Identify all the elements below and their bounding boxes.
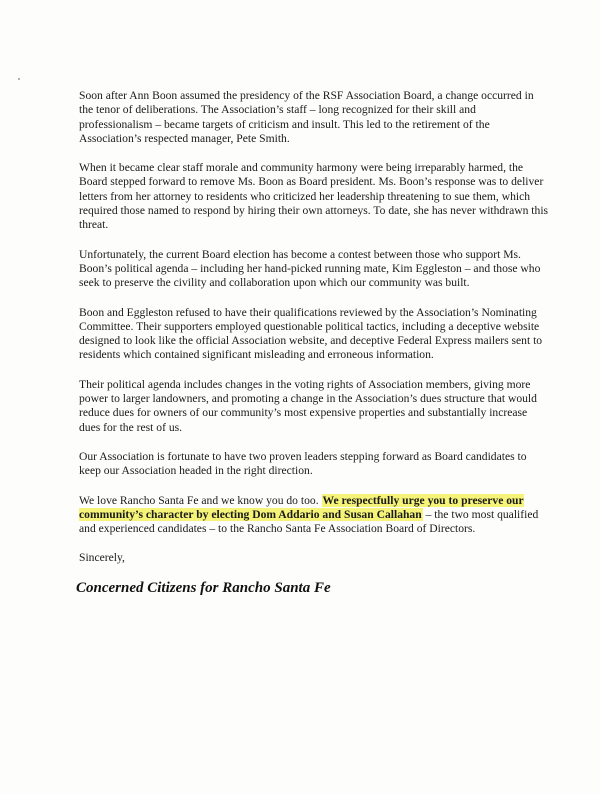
paragraph-3: Unfortunately, the current Board election has become a contest between those who support Ms. Boon’s political agenda – including her hand-picked running mate, Kim Eggleston – and those who seek to preserve the civility and collaboration upon which our community was built.	[79, 247, 541, 290]
paragraph-5: Their political agenda includes changes in the voting rights of Association members, giving more power to larger landowners, and promoting a change in the Association’s dues structure that would reduce dues for owners of our community’s most expensive properties and substantially increase dues for the rest of us.	[79, 377, 537, 434]
closing-salutation: Sincerely,	[79, 551, 125, 565]
paragraph-7-start: We love Rancho Santa Fe and we know you do too.	[79, 493, 322, 507]
paragraph-7	[79, 494, 549, 537]
paragraph-1: Soon after Ann Boon assumed the presidency of the RSF Association Board, a change occurred in the tenor of deliberations. The Association’s staff – long recognized for their skill and professionalism – became targets of criticism and insult. This led to the retirement of the Association’s respected manager, Pete Smith.	[79, 89, 534, 145]
paragraph-6: Our Association is fortunate to have two proven leaders stepping forward as Board candidates to keep our Association headed in the right direction.	[79, 449, 527, 478]
highlighted-appeal: We respectfully urge you to preserve our community’s character by electing Dom Addario and Susan Callahan	[79, 493, 524, 521]
paragraph-2: When it became clear staff morale and community harmony were being irreparably harmed, the Board stepped forward to remove Ms. Boon as Board president. Ms. Boon’s response was to deliver letters from her attorney to residents who criticized her leadership threatening to sue them, which required those named to respond by hiring their own attorneys. To date, she has never withdrawn this threat.	[79, 161, 549, 232]
signature-line: Concerned Citizens for Rancho Santa Fe	[76, 580, 331, 596]
scan-speck	[18, 78, 20, 80]
letter-body	[79, 89, 549, 581]
paragraph-4: Boon and Eggleston refused to have their qualifications reviewed by the Association’s Nominating Committee. Their supporters employed questionable political tactics, including a deceptive website designed to look like the official Association website, and deceptive Federal Express mailers sent to residents which contained significant misleading and erroneous information.	[79, 305, 543, 362]
paragraph-7-end: – the two most qualified and experienced candidates – to the Rancho Santa Fe Association Board of Directors.	[79, 507, 539, 536]
